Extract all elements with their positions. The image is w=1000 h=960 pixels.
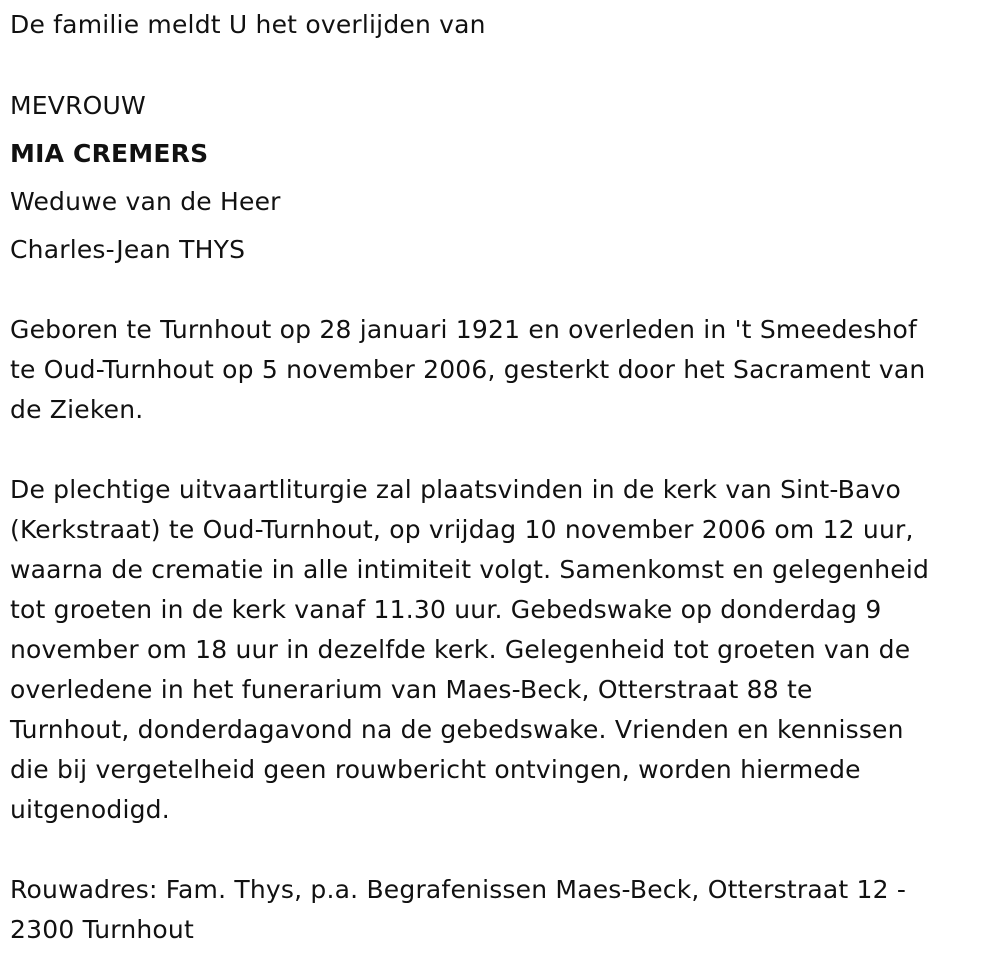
funeral-line-7: Turnhout, donderdagavond na de gebedswake. Vrienden en kennissen [10,715,904,744]
funeral-line-5: november om 18 uur in dezelfde kerk. Gelegenheid tot groeten van de [10,635,911,664]
funeral-line-4: tot groeten in de kerk vanaf 11.30 uur. Gebedswake op donderdag 9 [10,595,882,624]
deceased-name: MIA CREMERS [10,139,209,168]
funeral-line-2: (Kerkstraat) te Oud-Turnhout, op vrijdag 10 november 2006 om 12 uur, [10,515,914,544]
address-line-1: Rouwadres: Fam. Thys, p.a. Begrafenissen Maes-Beck, Otterstraat 12 - [10,875,907,904]
address-line-2: 2300 Turnhout [10,915,194,944]
widow-of-line: Weduwe van de Heer [10,187,281,216]
intro-text: De familie meldt U het overlijden van [10,10,486,39]
birth-death-line-3: de Zieken. [10,395,144,424]
funeral-line-8: die bij vergetelheid geen rouwbericht ontvingen, worden hiermede [10,755,861,784]
spouse-name: Charles-Jean THYS [10,235,246,264]
honorific: MEVROUW [10,91,146,120]
funeral-line-9: uitgenodigd. [10,795,170,824]
funeral-line-6: overledene in het funerarium van Maes-Beck, Otterstraat 88 te [10,675,813,704]
funeral-line-1: De plechtige uitvaartliturgie zal plaatsvinden in de kerk van Sint-Bavo [10,475,902,504]
birth-death-line-1: Geboren te Turnhout op 28 januari 1921 en overleden in 't Smeedeshof [10,315,918,344]
funeral-line-3: waarna de crematie in alle intimiteit volgt. Samenkomst en gelegenheid [10,555,930,584]
birth-death-line-2: te Oud-Turnhout op 5 november 2006, gesterkt door het Sacrament van [10,355,926,384]
